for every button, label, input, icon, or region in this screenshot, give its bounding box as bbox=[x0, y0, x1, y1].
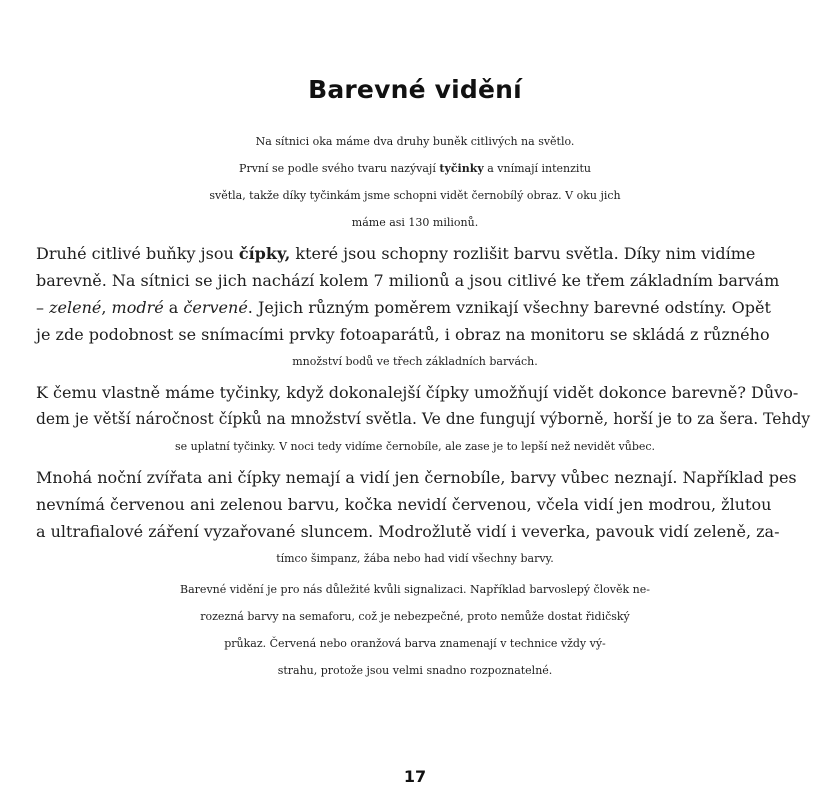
paragraph-2-line-5: množství bodů ve třech základních barvách. bbox=[292, 355, 538, 368]
italic-word-modre: modré bbox=[111, 298, 164, 317]
paragraph-3-line-2: dem je větší náročnost čípků na množství světla. Ve dne fungují výborně, horší je to za šera. Tehdy bbox=[36, 410, 811, 428]
text-span: a bbox=[163, 298, 184, 317]
term-cipky: čípky, bbox=[238, 244, 291, 263]
text-span: a vnímají intenzitu bbox=[483, 162, 591, 175]
text-span: První se podle svého tvaru nazývají bbox=[239, 162, 440, 175]
paragraph-2-line-3 bbox=[36, 294, 771, 321]
paragraph-4-line-4: tímco šimpanz, žába nebo had vidí všechny barvy. bbox=[276, 552, 554, 565]
paragraph-5-line-2: rozezná barvy na semaforu, což je nebezpečné, proto nemůže dostat řidičský bbox=[200, 610, 630, 623]
paragraph-3-line-1: K čemu vlastně máme tyčinky, když dokonalejší čípky umožňují vidět dokonce barevně? Důvo- bbox=[36, 383, 799, 402]
page-title: Barevné vidění bbox=[308, 75, 522, 104]
paragraph-2-line-2: barevně. Na sítnici se jich nachází kolem 7 milionů a jsou citlivé ke třem základním barvám bbox=[36, 271, 780, 290]
paragraph-1-line-3: světla, takže díky tyčinkám jsme schopni vidět černobílý obraz. V oku jich bbox=[209, 189, 621, 202]
paragraph-4-line-1: Mnohá noční zvířata ani čípky nemají a vidí jen černobíle, barvy vůbec neznají. Například pes bbox=[36, 468, 797, 487]
paragraph-1-line-2 bbox=[0, 155, 830, 182]
text-span: , bbox=[101, 298, 112, 317]
paragraph-5-line-4: strahu, protože jsou velmi snadno rozpoznatelné. bbox=[277, 664, 553, 677]
italic-word-zelene: zelené bbox=[49, 298, 102, 317]
paragraph-5-line-3: průkaz. Červená nebo oranžová barva znamenají v technice vždy vý- bbox=[224, 637, 606, 650]
paragraph-3-line-3: se uplatní tyčinky. V noci tedy vidíme černobíle, ale zase je to lepší než nevidět vůbec. bbox=[174, 440, 656, 453]
italic-word-cervene: červené bbox=[183, 298, 248, 317]
paragraph-4-line-3: a ultrafialové záření vyzařované sluncem. Modrožlutě vidí i veverka, pavouk vidí zeleně, za- bbox=[36, 522, 780, 541]
text-span: – bbox=[36, 298, 50, 317]
text-span: Druhé citlivé buňky jsou bbox=[36, 244, 239, 263]
text-span: . Jejich různým poměrem vznikají všechny barevné odstíny. Opět bbox=[247, 298, 771, 317]
text-span: které jsou schopny rozlišit barvu světla. Díky nim vidíme bbox=[290, 244, 756, 263]
paragraph-2-line-1 bbox=[36, 240, 755, 267]
paragraph-1-line-1: Na sítnici oka máme dva druhy buněk citlivých na světlo. bbox=[255, 135, 575, 148]
paragraph-2-line-4: je zde podobnost se snímacími prvky fotoaparátů, i obraz na monitoru se skládá z různého bbox=[36, 325, 770, 344]
paragraph-1-line-4: máme asi 130 milionů. bbox=[351, 216, 479, 229]
term-tycinky: tyčinky bbox=[439, 162, 484, 175]
paragraph-5-line-1: Barevné vidění je pro nás důležité kvůli signalizaci. Například barvoslepý člověk ne- bbox=[180, 583, 650, 596]
paragraph-4-line-2: nevnímá červenou ani zelenou barvu, kočka nevidí červenou, včela vidí jen modrou, žlutou bbox=[36, 495, 772, 514]
page-number: 17 bbox=[403, 767, 427, 786]
